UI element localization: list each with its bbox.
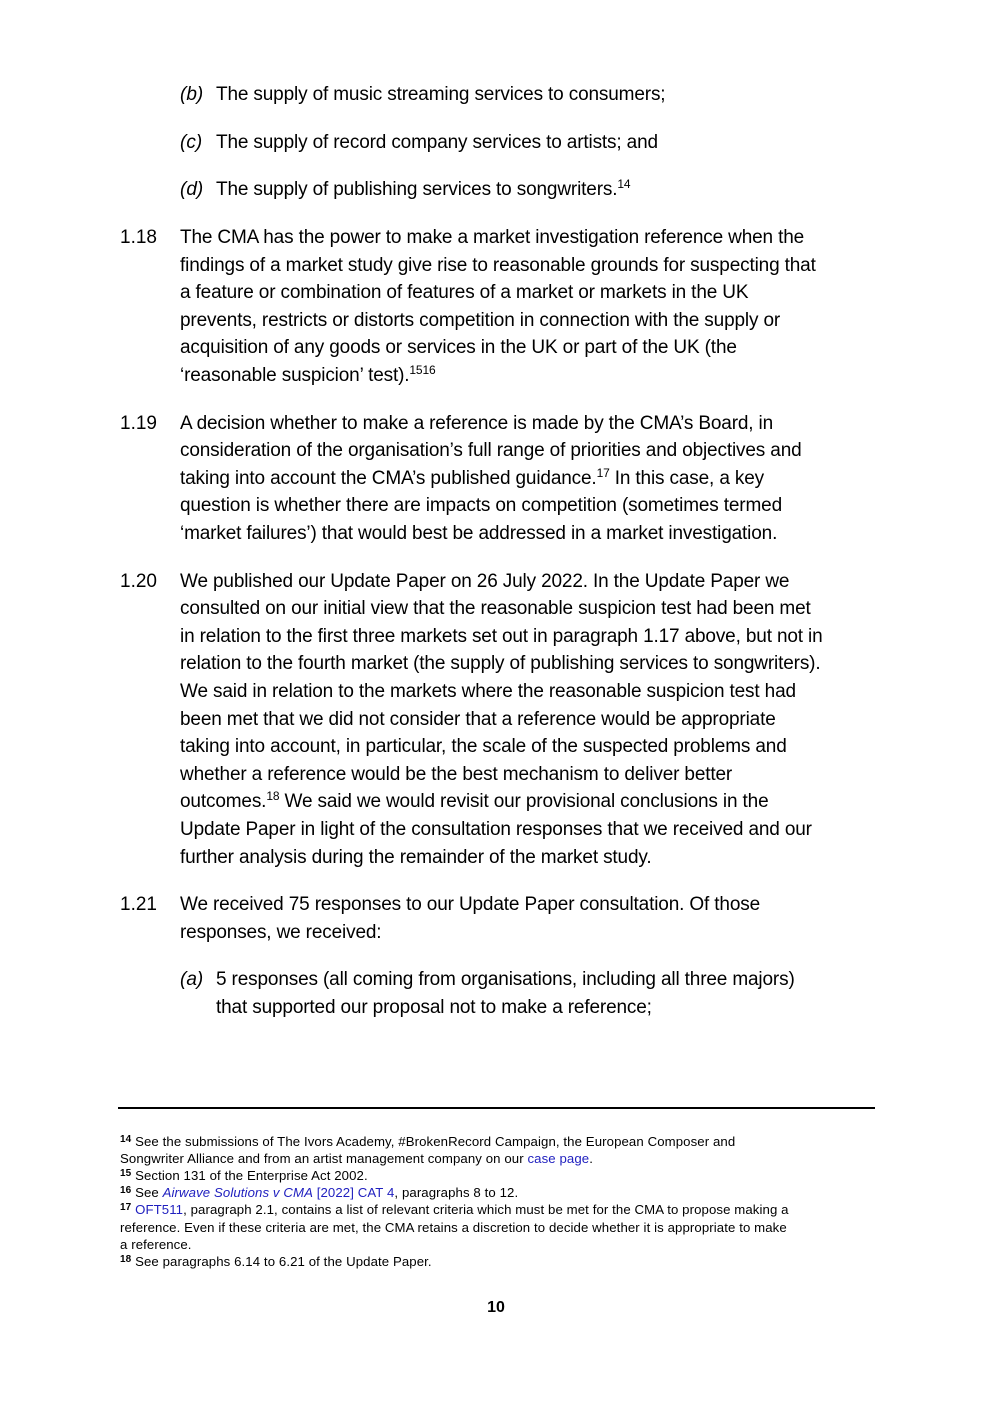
paragraph-1-21-line: We received 75 responses to our Update Paper consultation. Of those — [180, 894, 760, 915]
paragraph-1-20-line: whether a reference would be the best mechanism to deliver better — [180, 764, 733, 785]
paragraph-1-18-line: findings of a market study give rise to reasonable grounds for suspecting that — [180, 255, 816, 276]
paragraph-1-19-line: taking into account the CMA’s published guidance.$^{17}$ In this case, a key — [180, 466, 764, 489]
paragraph-1-20-line: in relation to the first three markets set out in paragraph 1.17 above, but not in — [180, 626, 823, 647]
paragraph-1-19-line: question is whether there are impacts on competition (sometimes termed — [180, 495, 782, 516]
paragraph-1-20-line: We said in relation to the markets where the reasonable suspicion test had — [180, 681, 796, 702]
list-item-d: The supply of publishing services to songwriters.$^{14}$ — [216, 177, 631, 200]
footnote-17-cont: reference. Even if these criteria are met, the CMA retains a discretion to decide whether it is appropriate to make — [120, 1220, 787, 1235]
paragraph-number-1-20: 1.20 — [120, 571, 157, 592]
paragraph-1-20-line: taking into account, in particular, the scale of the suspected problems and — [180, 736, 787, 757]
list-item-a-line: that supported our proposal not to make a reference; — [216, 997, 652, 1018]
page-number: 10 — [487, 1299, 505, 1316]
paragraph-1-18-line: prevents, restricts or distorts competition in connection with the supply or — [180, 310, 781, 331]
footnote-ref-17[interactable]: 17 — [596, 466, 610, 480]
paragraph-1-18-line: a feature or combination of features of a market or markets in the UK — [180, 282, 749, 303]
footnote-ref-15-16[interactable]: 1516 — [409, 363, 436, 377]
paragraph-1-19-line: A decision whether to make a reference is made by the CMA’s Board, in — [180, 413, 774, 434]
paragraph-1-20-line: been met that we did not consider that a reference would be appropriate — [180, 709, 776, 730]
footnote-ref-18[interactable]: 18 — [266, 789, 280, 803]
paragraph-1-21-line: responses, we received: — [180, 922, 382, 943]
list-marker-b: (b) — [180, 84, 204, 105]
paragraph-1-20-line: We published our Update Paper on 26 July 2022. In the Update Paper we — [180, 571, 790, 592]
footnote-14-cont: Songwriter Alliance and from an artist management company on our case page. — [120, 1151, 593, 1166]
paragraph-number-1-18: 1.18 — [120, 227, 157, 248]
paragraph-number-1-19: 1.19 — [120, 413, 157, 434]
airwave-solutions-link[interactable]: Airwave Solutions v CMA [2022] CAT 4 — [162, 1185, 395, 1200]
footnote-18: $^{18}$ See paragraphs 6.14 to 6.21 of the Update Paper. — [120, 1254, 432, 1269]
list-marker-d: (d) — [180, 179, 204, 200]
paragraph-1-20-line: further analysis during the remainder of the market study. — [180, 847, 652, 868]
list-item-c: The supply of record company services to artists; and — [216, 132, 658, 153]
paragraph-1-18-line: The CMA has the power to make a market investigation reference when the — [180, 227, 805, 248]
list-marker-a: (a) — [180, 969, 204, 990]
list-marker-c: (c) — [180, 132, 203, 153]
paragraph-1-20-line: Update Paper in light of the consultation responses that we received and our — [180, 819, 812, 840]
list-item-a-line: 5 responses (all coming from organisations, including all three majors) — [216, 969, 795, 990]
paragraph-1-20-line: consulted on our initial view that the reasonable suspicion test had been met — [180, 598, 811, 619]
footnote-17-cont: a reference. — [120, 1237, 192, 1252]
paragraph-1-19-line: ‘market failures’) that would best be addressed in a market investigation. — [180, 523, 778, 544]
paragraph-1-19-line: consideration of the organisation’s full range of priorities and objectives and — [180, 440, 802, 461]
paragraph-1-20-line: relation to the fourth market (the supply of publishing services to songwriters). — [180, 653, 821, 674]
paragraph-1-18-line: ‘reasonable suspicion’ test).$^{1516}$ — [180, 363, 436, 386]
footnote-16: $^{16}$ See Airwave Solutions v CMA [2022] CAT 4, paragraphs 8 to 12. — [120, 1185, 519, 1200]
paragraph-number-1-21: 1.21 — [120, 894, 157, 915]
footnote-14: $^{14}$ See the submissions of The Ivors Academy, #BrokenRecord Campaign, the European Composer and — [120, 1134, 736, 1149]
oft511-link[interactable]: OFT511 — [135, 1202, 184, 1217]
case-page-link[interactable]: case page — [527, 1151, 590, 1166]
list-item-b: The supply of music streaming services to consumers; — [216, 84, 666, 105]
footnote-divider — [118, 1107, 875, 1109]
paragraph-1-20-line: outcomes.$^{18}$ We said we would revisit our provisional conclusions in the — [180, 789, 769, 812]
footnote-15: $^{15}$ Section 131 of the Enterprise Act 2002. — [120, 1168, 368, 1183]
footnote-17: $^{17}$ OFT511, paragraph 2.1, contains a list of relevant criteria which must be met for the CMA to propose making a — [120, 1202, 789, 1217]
paragraph-1-18-line: acquisition of any goods or services in the UK or part of the UK (the — [180, 337, 737, 358]
footnote-ref-14[interactable]: 14 — [617, 177, 631, 191]
